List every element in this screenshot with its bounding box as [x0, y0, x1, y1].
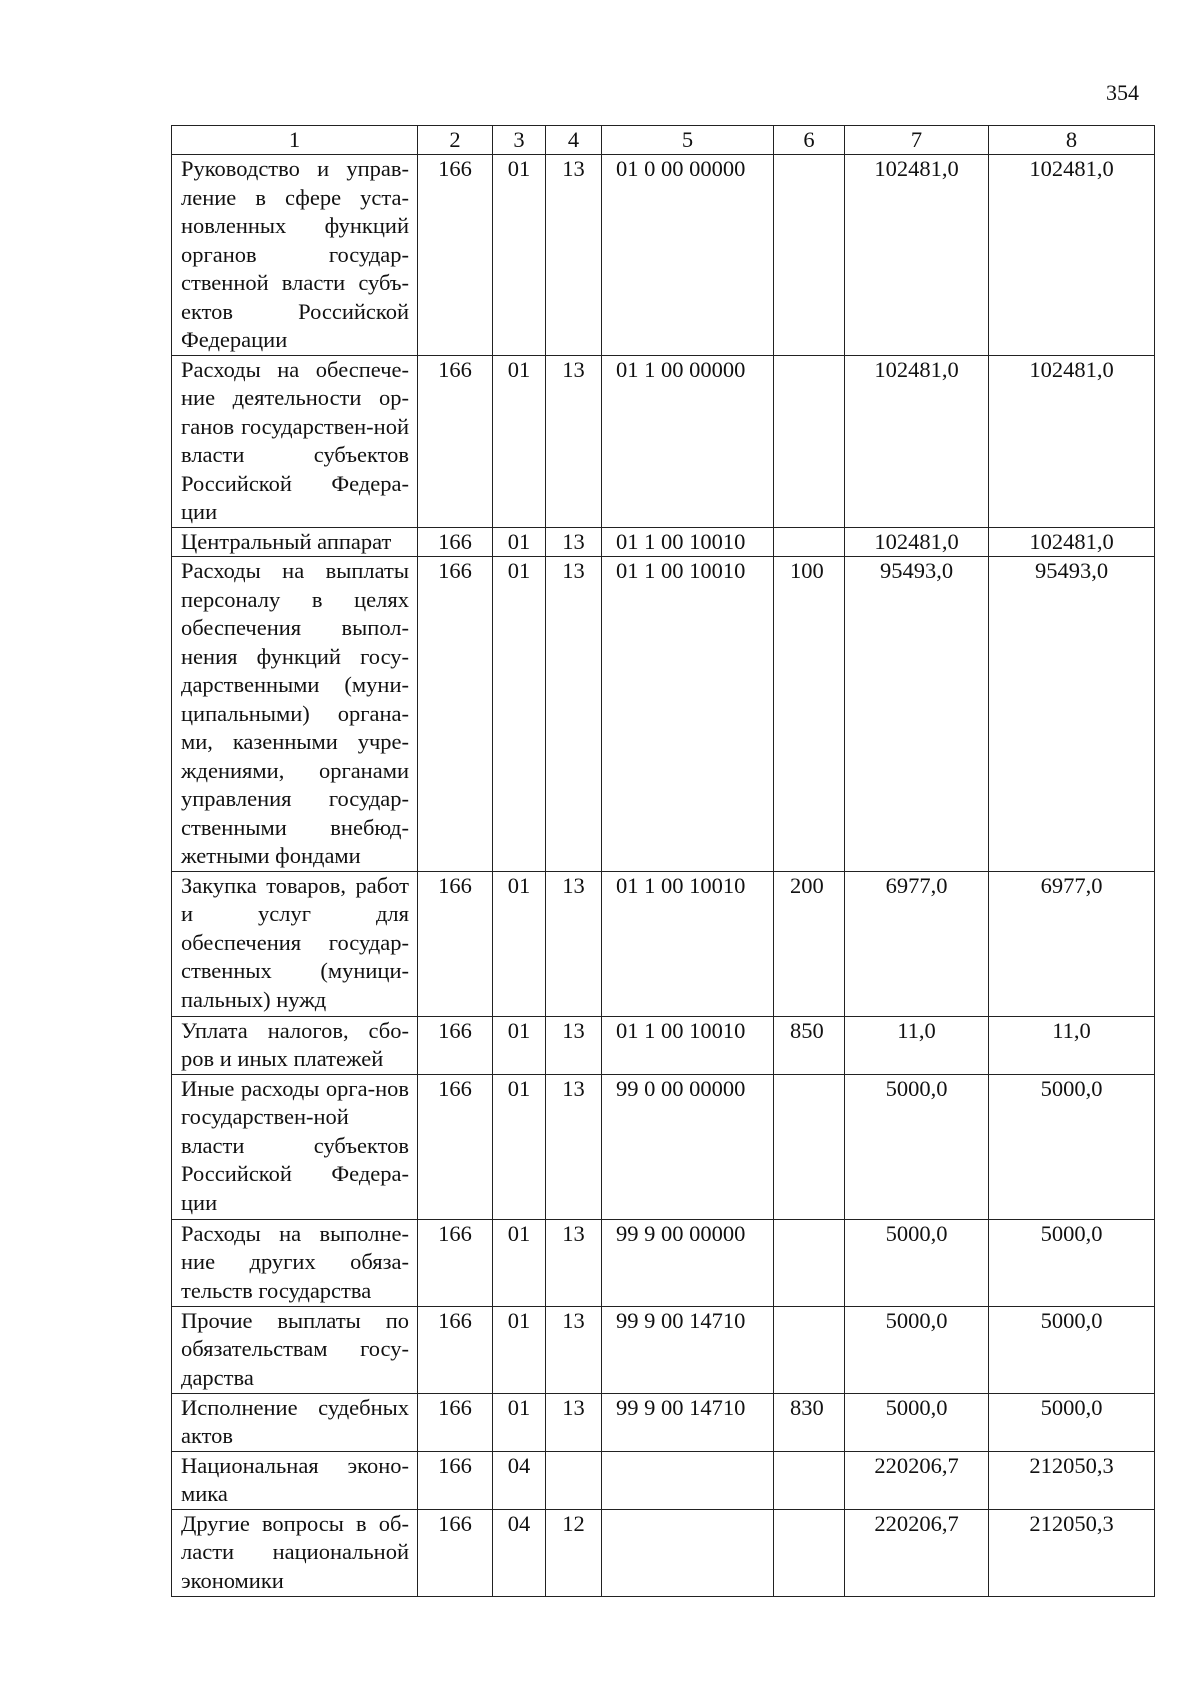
cell-col5: 01 1 00 10010	[602, 871, 774, 1016]
row-name: Прочие выплаты по обязательствам госу-дарства	[172, 1306, 418, 1393]
cell-col4: 13	[546, 1074, 602, 1219]
cell-col3: 04	[493, 1509, 546, 1596]
cell-col3: 04	[493, 1451, 546, 1509]
table-row	[172, 557, 1155, 872]
cell-col3: 01	[493, 871, 546, 1016]
table-row	[172, 1074, 1155, 1219]
table-row	[172, 1451, 1155, 1509]
cell-col7: 5000,0	[845, 1219, 989, 1306]
cell-col3: 01	[493, 557, 546, 872]
row-name: Расходы на выплаты персоналу в целях обеспечения выпол-нения функций госу-дарственными (муни-ципальными) органа-ми, казенными учре-ждениями, органами управления государ-ственными внебюд-жетными фондами	[172, 557, 418, 872]
cell-col3: 01	[493, 155, 546, 356]
cell-col8: 95493,0	[989, 557, 1155, 872]
cell-col6	[774, 527, 845, 557]
cell-col2: 166	[418, 355, 493, 527]
cell-col6: 830	[774, 1393, 845, 1451]
table-row	[172, 1219, 1155, 1306]
row-name: Уплата налогов, сбо-ров и иных платежей	[172, 1016, 418, 1074]
cell-col8: 102481,0	[989, 155, 1155, 356]
cell-col4	[546, 1451, 602, 1509]
cell-col3: 01	[493, 1074, 546, 1219]
cell-col6	[774, 355, 845, 527]
cell-col3: 01	[493, 1306, 546, 1393]
cell-col5: 01 1 00 10010	[602, 527, 774, 557]
cell-col7: 5000,0	[845, 1074, 989, 1219]
header-row	[172, 126, 1155, 155]
table-row	[172, 1509, 1155, 1596]
cell-col4: 13	[546, 557, 602, 872]
cell-col4: 13	[546, 871, 602, 1016]
cell-col7: 5000,0	[845, 1393, 989, 1451]
cell-col6	[774, 1074, 845, 1219]
cell-col3: 01	[493, 355, 546, 527]
table-row	[172, 1393, 1155, 1451]
cell-col4: 12	[546, 1509, 602, 1596]
cell-col8: 11,0	[989, 1016, 1155, 1074]
row-name: Закупка товаров, работ и услуг для обеспечения государ-ственных (муници-пальных) нужд	[172, 871, 418, 1016]
cell-col2: 166	[418, 1509, 493, 1596]
column-header: 2	[418, 126, 493, 155]
cell-col2: 166	[418, 557, 493, 872]
table-row	[172, 355, 1155, 527]
cell-col4: 13	[546, 355, 602, 527]
cell-col6	[774, 155, 845, 356]
cell-col2: 166	[418, 1219, 493, 1306]
cell-col5	[602, 1451, 774, 1509]
column-header: 6	[774, 126, 845, 155]
row-name: Руководство и управ-ление в сфере уста-новленных функций органов государ-ственной власти субъ-ектов Российской Федерации	[172, 155, 418, 356]
cell-col5: 99 0 00 00000	[602, 1074, 774, 1219]
cell-col7: 95493,0	[845, 557, 989, 872]
table-row	[172, 1306, 1155, 1393]
cell-col8: 102481,0	[989, 355, 1155, 527]
cell-col6: 200	[774, 871, 845, 1016]
cell-col7: 220206,7	[845, 1509, 989, 1596]
cell-col6	[774, 1219, 845, 1306]
column-header: 4	[546, 126, 602, 155]
cell-col6	[774, 1451, 845, 1509]
cell-col5: 99 9 00 14710	[602, 1393, 774, 1451]
cell-col5: 01 1 00 00000	[602, 355, 774, 527]
table-row	[172, 155, 1155, 356]
cell-col7: 5000,0	[845, 1306, 989, 1393]
cell-col4: 13	[546, 527, 602, 557]
cell-col5: 01 1 00 10010	[602, 1016, 774, 1074]
cell-col8: 5000,0	[989, 1219, 1155, 1306]
page-number: 354	[1106, 80, 1139, 105]
table-row	[172, 527, 1155, 557]
cell-col7: 220206,7	[845, 1451, 989, 1509]
cell-col2: 166	[418, 1016, 493, 1074]
row-name: Расходы на выполне-ние других обяза-тельств государства	[172, 1219, 418, 1306]
cell-col6	[774, 1509, 845, 1596]
cell-col4: 13	[546, 1393, 602, 1451]
column-header: 7	[845, 126, 989, 155]
cell-col8: 102481,0	[989, 527, 1155, 557]
cell-col2: 166	[418, 155, 493, 356]
cell-col2: 166	[418, 871, 493, 1016]
cell-col5: 01 0 00 00000	[602, 155, 774, 356]
cell-col4: 13	[546, 155, 602, 356]
row-name: Расходы на обеспече-ние деятельности ор-ганов государствен-ной власти субъектов Российской Федера-ции	[172, 355, 418, 527]
cell-col8: 5000,0	[989, 1306, 1155, 1393]
cell-col4: 13	[546, 1016, 602, 1074]
cell-col3: 01	[493, 1016, 546, 1074]
cell-col7: 102481,0	[845, 527, 989, 557]
cell-col3: 01	[493, 1219, 546, 1306]
cell-col6	[774, 1306, 845, 1393]
row-name: Исполнение судебных актов	[172, 1393, 418, 1451]
cell-col4: 13	[546, 1306, 602, 1393]
cell-col2: 166	[418, 1306, 493, 1393]
column-header: 5	[602, 126, 774, 155]
cell-col2: 166	[418, 1393, 493, 1451]
cell-col7: 11,0	[845, 1016, 989, 1074]
cell-col7: 102481,0	[845, 355, 989, 527]
cell-col7: 102481,0	[845, 155, 989, 356]
cell-col2: 166	[418, 1451, 493, 1509]
cell-col5	[602, 1509, 774, 1596]
cell-col4: 13	[546, 1219, 602, 1306]
cell-col8: 212050,3	[989, 1509, 1155, 1596]
column-header: 1	[172, 126, 418, 155]
cell-col8: 6977,0	[989, 871, 1155, 1016]
column-header: 3	[493, 126, 546, 155]
cell-col8: 212050,3	[989, 1451, 1155, 1509]
row-name: Национальная эконо-мика	[172, 1451, 418, 1509]
cell-col2: 166	[418, 527, 493, 557]
cell-col5: 01 1 00 10010	[602, 557, 774, 872]
cell-col8: 5000,0	[989, 1393, 1155, 1451]
cell-col6: 850	[774, 1016, 845, 1074]
row-name: Центральный аппарат	[172, 527, 418, 557]
table-row	[172, 1016, 1155, 1074]
cell-col2: 166	[418, 1074, 493, 1219]
cell-col8: 5000,0	[989, 1074, 1155, 1219]
cell-col7: 6977,0	[845, 871, 989, 1016]
cell-col3: 01	[493, 527, 546, 557]
cell-col5: 99 9 00 14710	[602, 1306, 774, 1393]
row-name: Иные расходы орга-нов государствен-ной власти субъектов Российской Федера-ции	[172, 1074, 418, 1219]
cell-col5: 99 9 00 00000	[602, 1219, 774, 1306]
table-row	[172, 871, 1155, 1016]
column-header: 8	[989, 126, 1155, 155]
budget-table	[171, 125, 1155, 1597]
cell-col6: 100	[774, 557, 845, 872]
row-name: Другие вопросы в об-ласти национальной экономики	[172, 1509, 418, 1596]
cell-col3: 01	[493, 1393, 546, 1451]
